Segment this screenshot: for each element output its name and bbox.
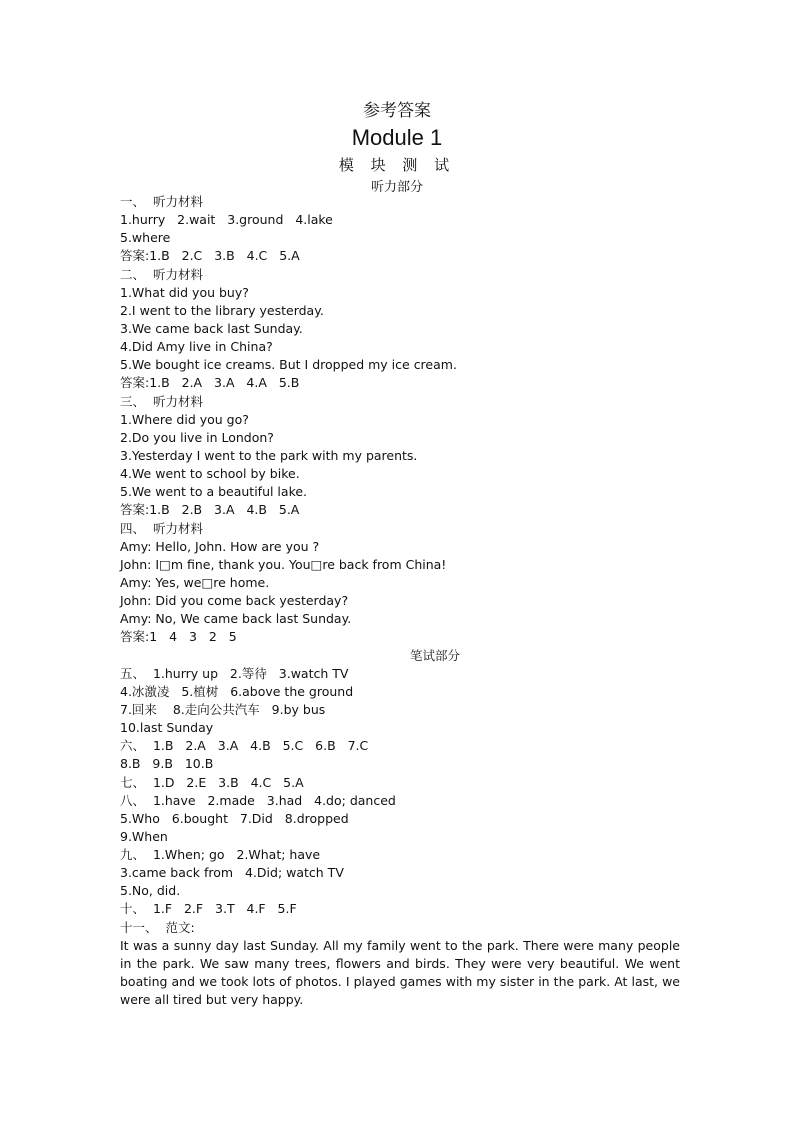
- section-heading: 三、 听力材料: [120, 393, 203, 409]
- answer-line: 十、 1.F 2.F 3.T 4.F 5.F: [120, 901, 297, 917]
- document-title: 参考答案: [363, 101, 431, 121]
- section-heading: 二、 听力材料: [120, 266, 203, 282]
- answer-line: 2.Do you live in London?: [120, 429, 274, 445]
- dialogue-line: John: Did you come back yesterday?: [120, 593, 349, 609]
- answer-line: 五、 1.hurry up 2.等待 3.watch TV: [120, 665, 349, 681]
- answer-line: 3.We came back last Sunday.: [120, 320, 303, 336]
- answer-line: 5.Who 6.bought 7.Did 8.dropped: [120, 810, 349, 826]
- answer-body: [120, 193, 680, 1009]
- answer-line: 六、 1.B 2.A 3.A 4.B 5.C 6.B 7.C: [120, 738, 369, 754]
- answer-line: 5.We went to a beautiful lake.: [120, 484, 308, 500]
- answer-line: 5.No, did.: [120, 883, 181, 899]
- dialogue-line: John: I□m fine, thank you. You□re back from China!: [120, 556, 447, 572]
- answer-line: 10.last Sunday: [120, 720, 214, 736]
- answer-line: 5.where: [120, 230, 171, 246]
- answer-line: 答案:1.B 2.B 3.A 4.B 5.A: [120, 502, 300, 518]
- writing-section-heading: 笔试部分: [409, 647, 460, 663]
- answer-line: 1.What did you buy?: [120, 284, 249, 300]
- module-subtitle: 模 块 测 试: [338, 156, 456, 174]
- answer-line: 七、 1.D 2.E 3.B 4.C 5.A: [120, 774, 304, 790]
- answer-line: 答案:1.B 2.A 3.A 4.A 5.B: [120, 375, 300, 391]
- section-heading: 一、 听力材料: [120, 194, 203, 209]
- answer-line: 答案:1 4 3 2 5: [120, 629, 237, 645]
- section-heading: 十一、 范文:: [120, 919, 195, 935]
- answer-line: 九、 1.When; go 2.What; have: [120, 847, 321, 863]
- answer-line: 8.B 9.B 10.B: [120, 756, 214, 772]
- answer-line: 答案:1.B 2.C 3.B 4.C 5.A: [120, 248, 300, 264]
- section-heading: 四、 听力材料: [120, 520, 203, 536]
- answer-line: 3.Yesterday I went to the park with my parents.: [120, 447, 418, 463]
- answer-line: 5.We bought ice creams. But I dropped my ice cream.: [120, 357, 457, 373]
- answer-line: 4.Did Amy live in China?: [120, 339, 273, 355]
- answer-line: 2.I went to the library yesterday.: [120, 302, 324, 318]
- answer-line: 3.came back from 4.Did; watch TV: [120, 865, 344, 881]
- answer-line: 7.回来 8.走向公共汽车 9.by bus: [120, 701, 326, 717]
- module-title: Module 1: [351, 125, 443, 150]
- answer-line: 4.冰激凌 5.植树 6.above the ground: [120, 683, 354, 699]
- sample-essay: It was a sunny day last Sunday. All my family went to the park. There were many people in the park. We saw many trees, flowers and birds. They were very beautiful. We went boating and we took lots of photos. I played games with my sister in the park. At last, we were all tired but very happy.: [120, 937, 680, 1008]
- answer-line: 4.We went to school by bike.: [120, 466, 300, 482]
- answer-line: 1.hurry 2.wait 3.ground 4.lake: [120, 212, 333, 228]
- dialogue-line: Amy: Hello, John. How are you ?: [120, 538, 320, 554]
- answer-line: 八、 1.have 2.made 3.had 4.do; danced: [120, 792, 396, 808]
- answer-line: 1.Where did you go?: [120, 411, 249, 427]
- dialogue-line: Amy: No, We came back last Sunday.: [120, 611, 352, 627]
- listening-section-heading: 听力部分: [370, 180, 423, 195]
- dialogue-line: Amy: Yes, we□re home.: [120, 574, 270, 590]
- answer-line: 9.When: [120, 828, 168, 844]
